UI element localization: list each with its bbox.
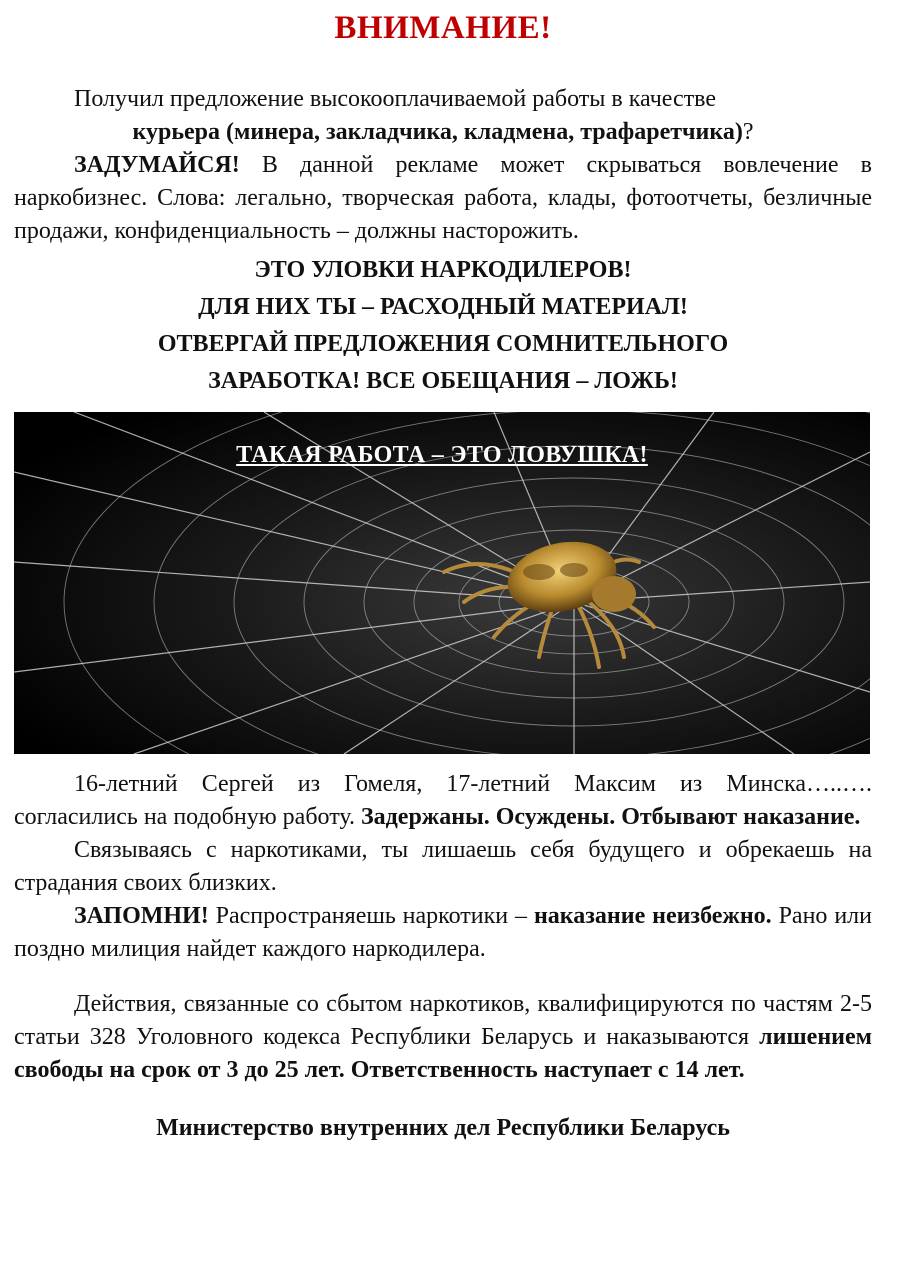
- warning-line: ЭТО УЛОВКИ НАРКОДИЛЕРОВ!: [254, 257, 632, 283]
- remember-bold: наказание неизбежно.: [533, 903, 772, 929]
- think-text: В данной рекламе может скрываться вовлечение в наркобизнес. Слова: легально, творческая работа, клады, фотоотчеты, безличные продажи, конфиденциальность – должны насторожить.: [14, 152, 872, 244]
- remember-text-1: Распространяешь наркотики –: [208, 903, 534, 929]
- document-page: [14, 0, 872, 1142]
- intro-line-1: [14, 83, 872, 116]
- signature: Министерство внутренних дел Республики Беларусь: [156, 1115, 730, 1141]
- remember-paragraph: [14, 900, 872, 966]
- remember-heading: ЗАПОМНИ!: [74, 903, 209, 929]
- page-title: ВНИМАНИЕ!: [334, 10, 552, 46]
- spider-web-photo: [14, 412, 870, 754]
- intro-line-2: [14, 116, 872, 149]
- law-text: Действия, связанные со сбытом наркотиков, квалифицируются по частям 2-5 статьи 328 Уголовного кодекса Республики Беларусь и наказываются: [14, 991, 872, 1050]
- story-bold: Задержаны. Осуждены. Отбывают наказание.: [360, 804, 861, 830]
- spacer: [14, 966, 872, 988]
- story-text: 16-летний Сергей из Гомеля, 17-летний Максим из Минска…..…. согласились на подобную работу.: [14, 771, 872, 830]
- warning-line: ДЛЯ НИХ ТЫ – РАСХОДНЫЙ МАТЕРИАЛ!: [198, 294, 688, 320]
- law-paragraph: [14, 988, 872, 1087]
- warning-block: [14, 252, 872, 400]
- intro-question-mark: ?: [742, 119, 754, 145]
- consequence-paragraph: Связываясь с наркотиками, ты лишаешь себя будущего и обрекаешь на страдания своих близких.: [14, 837, 872, 896]
- think-heading: ЗАДУМАЙСЯ!: [74, 152, 240, 178]
- photo-caption: ТАКАЯ РАБОТА – ЭТО ЛОВУШКА!: [236, 442, 648, 468]
- courier-roles: курьера (минера, закладчика, кладмена, трафаретчика): [132, 119, 743, 145]
- warning-line: ЗАРАБОТКА! ВСЕ ОБЕЩАНИЯ – ЛОЖЬ!: [208, 368, 678, 394]
- intro-text: Получил предложение высокооплачиваемой работы в качестве: [74, 86, 717, 112]
- law-bold: лишением свободы на срок от 3 до 25 лет. Ответственность наступает с 14 лет.: [14, 1024, 872, 1083]
- story-paragraph: [14, 768, 872, 834]
- remember-text-2: Рано или поздно милиция найдет каждого наркодилера.: [14, 903, 872, 962]
- warning-line: ОТВЕРГАЙ ПРЕДЛОЖЕНИЯ СОМНИТЕЛЬНОГО: [157, 331, 729, 357]
- think-paragraph: [14, 149, 872, 248]
